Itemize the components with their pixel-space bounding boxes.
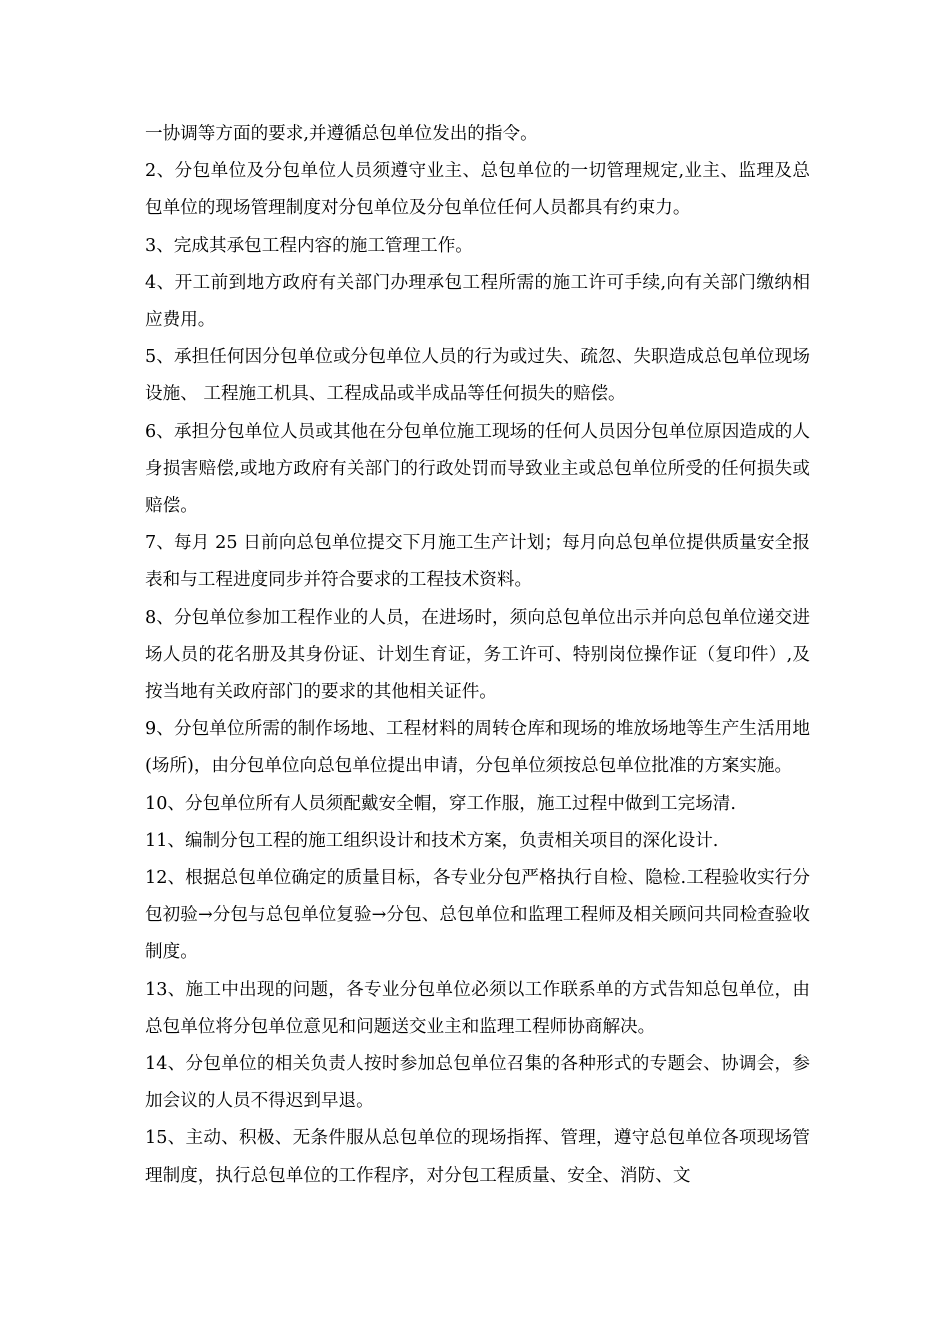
paragraph-item-8: 8、分包单位参加工程作业的人员，在进场时，须向总包单位出示并向总包单位递交进场人员的花名册及其身份证、计划生育证，务工许可、特别岗位操作证（复印件）,及按当地有关政府部门的要求的其他相关证件。 <box>145 607 810 703</box>
paragraph-item-12: 12、根据总包单位确定的质量目标，各专业分包严格执行自检、隐检.工程验收实行分包初验→分包与总包单位复验→分包、总包单位和监理工程师及相关顾问共同检查验收制度。 <box>145 868 810 963</box>
paragraph-item-3: 3、完成其承包工程内容的施工管理工作。 <box>145 235 473 256</box>
paragraph-item-4: 4、开工前到地方政府有关部门办理承包工程所需的施工许可手续,向有关部门缴纳相应费用。 <box>145 272 810 331</box>
paragraph-item-2: 2、分包单位及分包单位人员须遵守业主、总包单位的一切管理规定,业主、监理及总包单位的现场管理制度对分包单位及分包单位任何人员都具有约束力。 <box>145 161 810 219</box>
document-body <box>145 116 810 1195</box>
paragraph-item-15: 15、主动、积极、无条件服从总包单位的现场指挥、管理，遵守总包单位各项现场管理制度，执行总包单位的工作程序，对分包工程质量、安全、消防、文 <box>145 1128 810 1186</box>
paragraph-item-9: 9、分包单位所需的制作场地、工程材料的周转仓库和现场的堆放场地等生产生活用地(场所)，由分包单位向总包单位提出申请，分包单位须按总包单位批准的方案实施。 <box>145 719 810 777</box>
paragraph-item-10: 10、分包单位所有人员须配戴安全帽，穿工作服，施工过程中做到工完场清. <box>145 793 736 814</box>
paragraph-item-7: 7、每月 25 日前向总包单位提交下月施工生产计划；每月向总包单位提供质量安全报表和与工程进度同步并符合要求的工程技术资料。 <box>145 533 810 591</box>
paragraph-item-11: 11、编制分包工程的施工组织设计和技术方案，负责相关项目的深化设计. <box>145 830 719 851</box>
paragraph-item-6: 6、承担分包单位人员或其他在分包单位施工现场的任何人员因分包单位原因造成的人身损害赔偿,或地方政府有关部门的行政处罚而导致业主或总包单位所受的任何损失或赔偿。 <box>145 421 810 517</box>
paragraph-item-14: 14、分包单位的相关负责人按时参加总包单位召集的各种形式的专题会、协调会，参加会议的人员不得迟到早退。 <box>145 1054 810 1112</box>
paragraph-item-5: 5、承担任何因分包单位或分包单位人员的行为或过失、疏忽、失职造成总包单位现场设施、 工程施工机具、工程成品或半成品等任何损失的赔偿。 <box>145 347 810 405</box>
paragraph-continuation: 一协调等方面的要求,并遵循总包单位发出的指令。 <box>145 124 538 144</box>
paragraph-item-13: 13、施工中出现的问题，各专业分包单位必须以工作联系单的方式告知总包单位，由总包单位将分包单位意见和问题送交业主和监理工程师协商解决。 <box>145 979 810 1037</box>
